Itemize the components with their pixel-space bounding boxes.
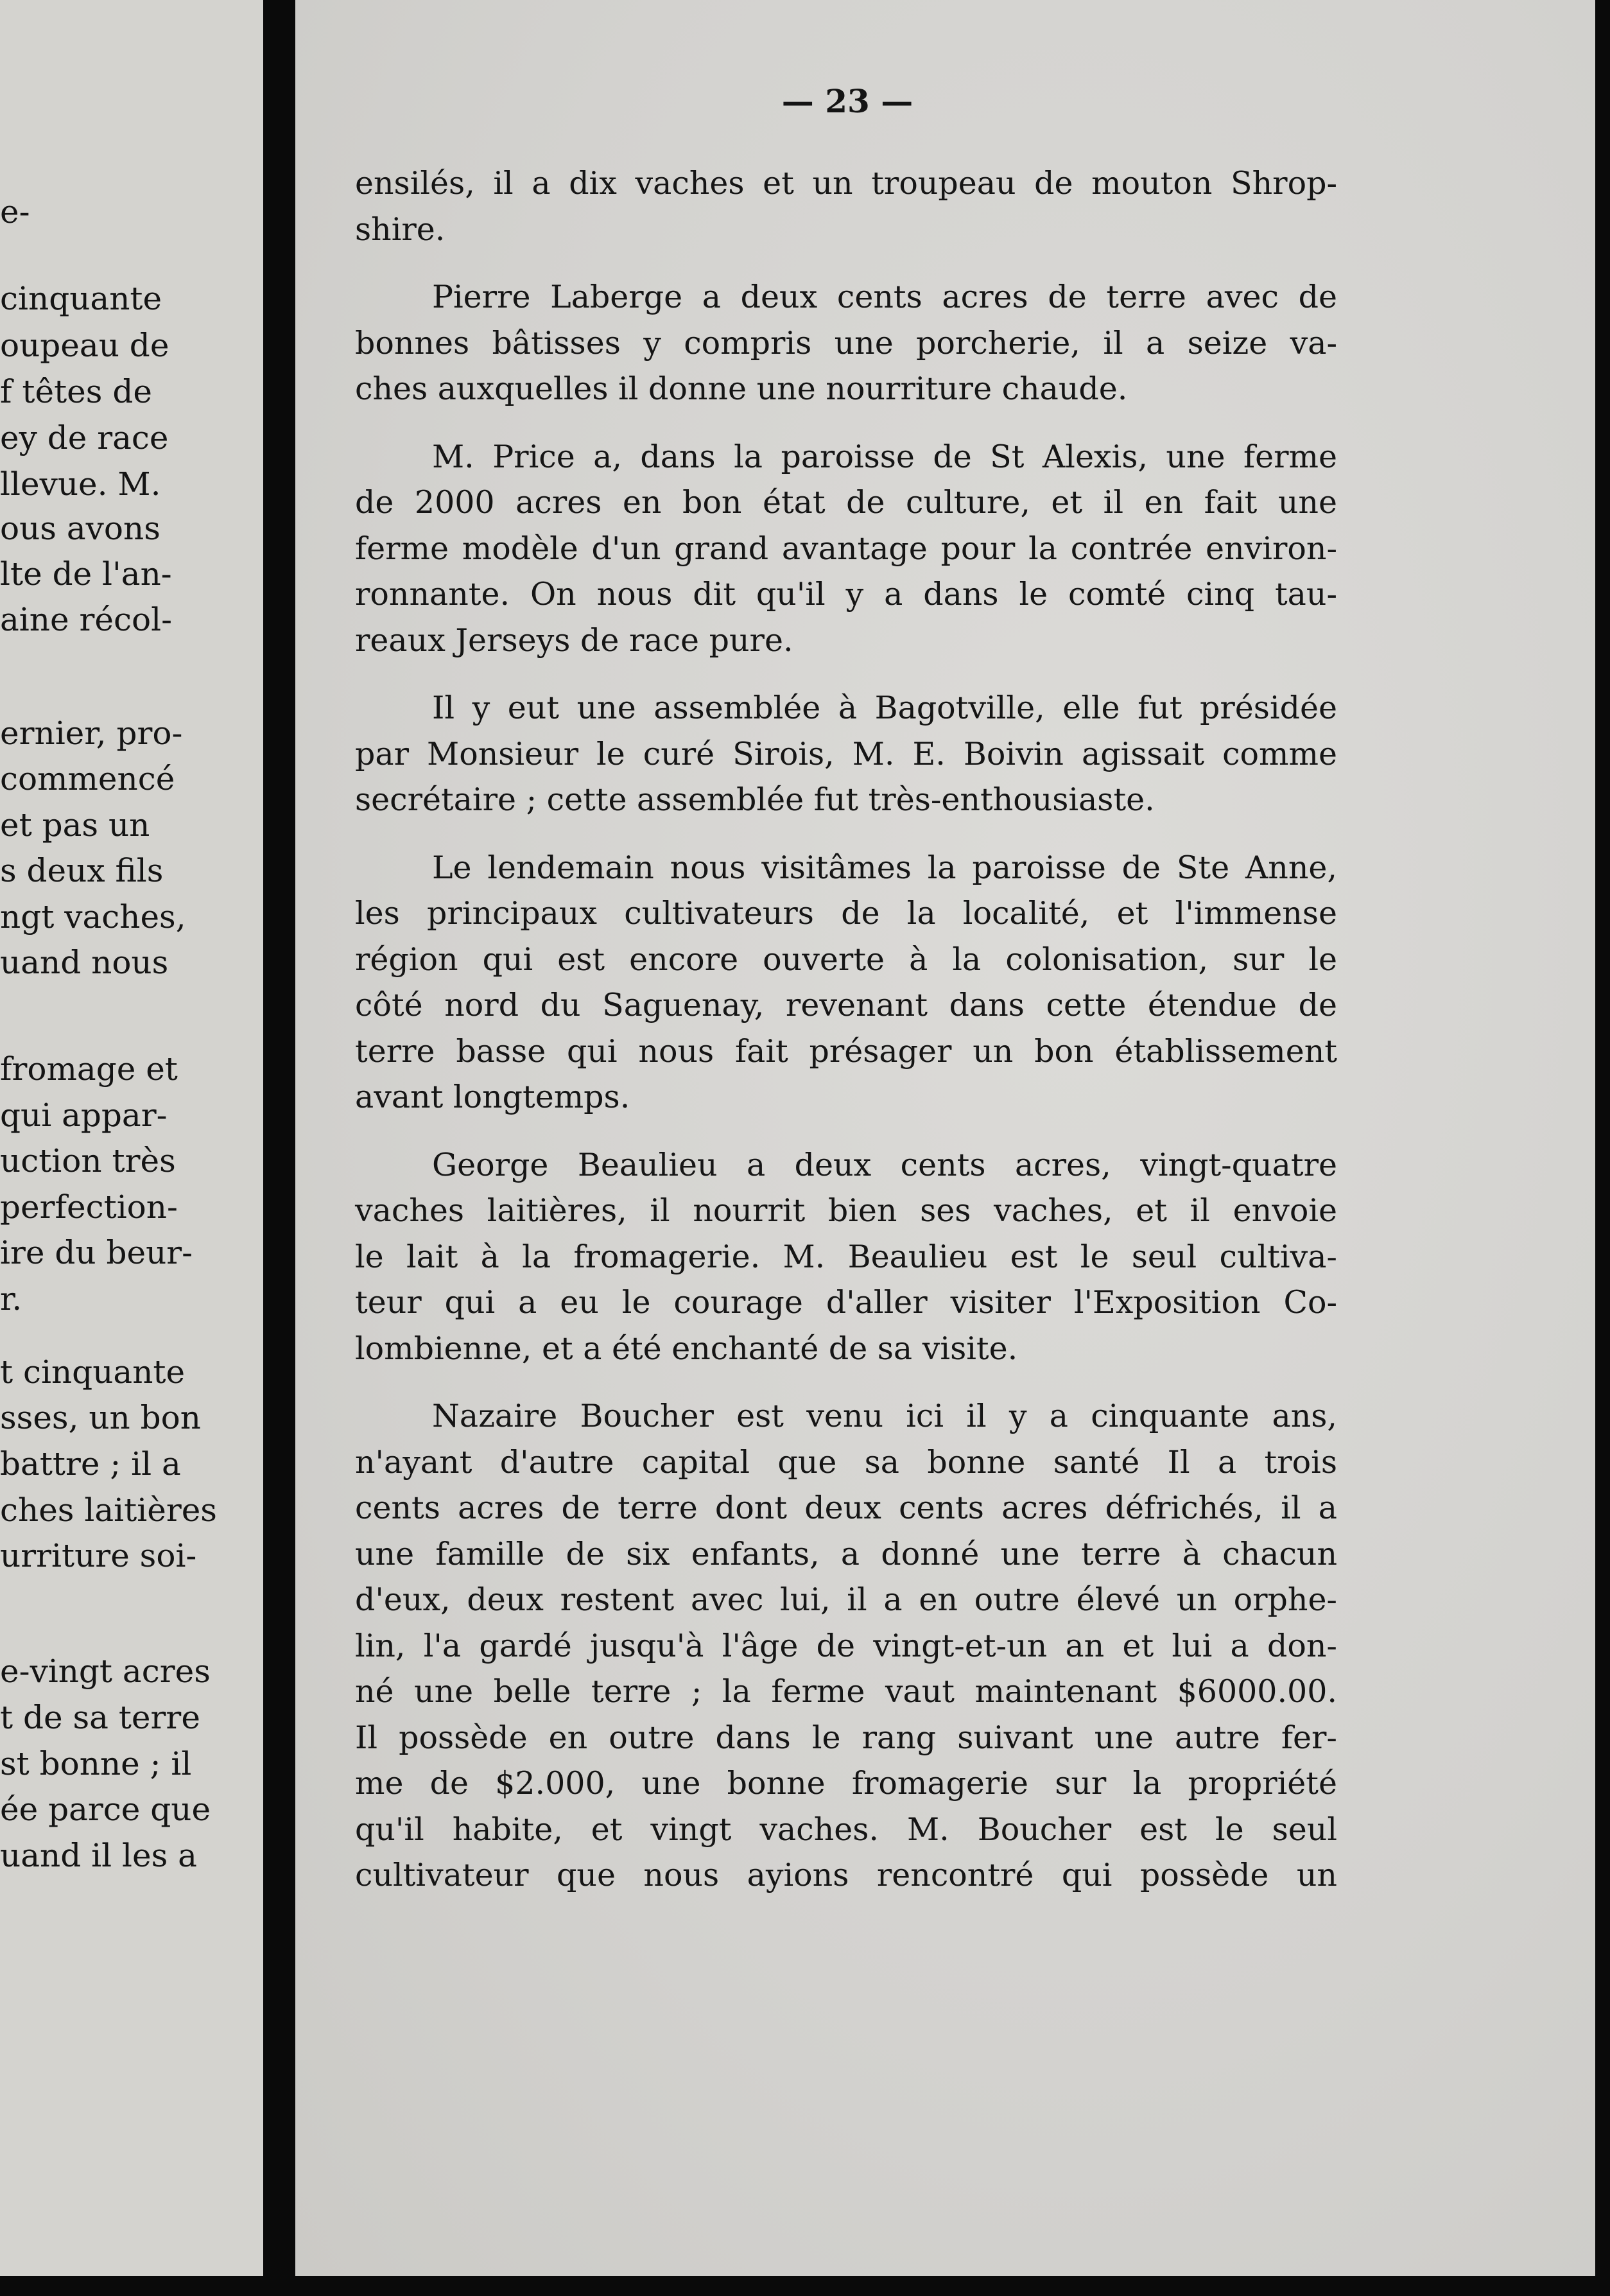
left-fragment-line: e- [0, 193, 30, 230]
text-line: ensilés, il a dix vaches et un troupeau de mouton Shrop- [355, 165, 1337, 202]
text-line: Il y eut une assemblée à Bagotville, elle fut présidée [432, 690, 1337, 726]
text-line: cents acres de terre dont deux cents acres défrichés, il a [355, 1490, 1337, 1526]
text-line: secrétaire ; cette assemblée fut très-enthousiaste. [355, 781, 1155, 818]
text-line: George Beaulieu a deux cents acres, vingt-quatre [432, 1146, 1337, 1183]
left-fragment-line: e-vingt acres [0, 1653, 211, 1690]
left-fragment-line: r. [0, 1280, 22, 1318]
paragraph [355, 685, 1337, 823]
text-line: région qui est encore ouverte à la colonisation, sur le [355, 941, 1337, 978]
left-fragment-line: lte de l'an- [0, 555, 172, 593]
left-fragment-line: s deux fils [0, 852, 164, 889]
paragraph [355, 1142, 1337, 1372]
left-fragment-line: t cinquante [0, 1353, 186, 1391]
text-line: Pierre Laberge a deux cents acres de terre avec de [432, 279, 1337, 315]
left-fragment-line: uction très [0, 1142, 176, 1179]
text-line: ferme modèle d'un grand avantage pour la contrée environ- [355, 530, 1337, 567]
left-fragment-line: st bonne ; il [0, 1745, 192, 1782]
text-line: côté nord du Saguenay, revenant dans cette étendue de [355, 987, 1337, 1023]
text-line: ronnante. On nous dit qu'il y a dans le comté cinq tau- [355, 576, 1337, 613]
left-fragment-line: urriture soi- [0, 1537, 197, 1574]
left-fragment-line: cinquante [0, 280, 162, 317]
left-fragment-line: ngt vaches, [0, 898, 186, 935]
left-page-fragment [0, 0, 263, 2296]
text-line: qu'il habite, et vingt vaches. M. Boucher est le seul [355, 1811, 1337, 1848]
paragraph [355, 274, 1337, 412]
text-line: bonnes bâtisses y compris une porcherie, il a seize va- [355, 324, 1337, 361]
text-line: shire. [355, 211, 446, 248]
text-line: Le lendemain nous visitâmes la paroisse de Ste Anne, [432, 849, 1337, 886]
left-fragment-line: ey de race [0, 419, 169, 457]
text-line: né une belle terre ; la ferme vaut maintenant $6000.00. [355, 1673, 1337, 1710]
paragraph [355, 1393, 1337, 1899]
left-fragment-line: ous avons [0, 510, 160, 547]
left-fragment-line: commencé [0, 760, 175, 797]
text-line: les principaux cultivateurs de la localité, et l'immense [355, 895, 1337, 932]
text-line: avant longtemps. [355, 1079, 630, 1115]
text-line: le lait à la fromagerie. M. Beaulieu est le seul cultiva- [355, 1238, 1337, 1275]
page-edge-bottom [0, 2276, 1610, 2296]
text-line: Il possède en outre dans le rang suivant une autre fer- [355, 1719, 1337, 1756]
left-fragment-line: aine récol- [0, 601, 172, 638]
page-edge-right [1595, 0, 1610, 2296]
text-line: vaches laitières, il nourrit bien ses vaches, et il envoie [355, 1192, 1337, 1229]
page-number: — 23 — [781, 82, 913, 120]
left-fragment-line: t de sa terre [0, 1699, 200, 1736]
left-fragment-line: ire du beur- [0, 1234, 193, 1271]
text-line: cultivateur que nous ayions rencontré qui possède un [355, 1857, 1337, 1893]
book-gutter [263, 0, 295, 2296]
left-fragment-line: ches laitières [0, 1492, 217, 1529]
text-line: une famille de six enfants, a donné une terre à chacun [355, 1535, 1337, 1572]
text-line: Nazaire Boucher est venu ici il y a cinquante ans, [432, 1398, 1337, 1434]
left-fragment-line: oupeau de [0, 327, 169, 364]
text-line: lin, l'a gardé jusqu'à l'âge de vingt-et-un an et lui a don- [355, 1627, 1337, 1664]
left-fragment-line: qui appar- [0, 1097, 168, 1134]
left-fragment-line: llevue. M. [0, 465, 161, 503]
text-line: lombienne, et a été enchanté de sa visite. [355, 1330, 1018, 1367]
text-line: par Monsieur le curé Sirois, M. E. Boivin agissait comme [355, 735, 1337, 772]
text-line: reaux Jerseys de race pure. [355, 622, 793, 659]
text-line: teur qui a eu le courage d'aller visiter l'Exposition Co- [355, 1284, 1337, 1321]
left-fragment-line: f têtes de [0, 373, 152, 410]
left-fragment-line: battre ; il a [0, 1445, 181, 1483]
text-line: de 2000 acres en bon état de culture, et il en fait une [355, 484, 1337, 521]
paragraph [355, 161, 1337, 252]
left-fragment-line: perfection- [0, 1188, 178, 1226]
body-text [355, 161, 1337, 1899]
left-fragment-line: uand il les a [0, 1837, 197, 1874]
left-fragment-line: uand nous [0, 944, 169, 981]
left-fragment-line: fromage et [0, 1050, 178, 1088]
left-fragment-line: sses, un bon [0, 1399, 201, 1436]
text-line: terre basse qui nous fait présager un bon établissement [355, 1032, 1337, 1070]
paragraph [355, 434, 1337, 664]
text-line: ches auxquelles il donne une nourriture chaude. [355, 370, 1128, 407]
text-line: n'ayant d'autre capital que sa bonne santé Il a trois [355, 1443, 1337, 1481]
text-line: M. Price a, dans la paroisse de St Alexis, une ferme [432, 438, 1337, 475]
left-fragment-line: ernier, pro- [0, 715, 183, 752]
text-line: d'eux, deux restent avec lui, il a en outre élevé un orphe- [355, 1581, 1337, 1618]
text-line: me de $2.000, une bonne fromagerie sur la propriété [355, 1765, 1337, 1802]
paragraph [355, 845, 1337, 1120]
left-fragment-line: et pas un [0, 806, 150, 844]
left-fragment-line: ée parce que [0, 1791, 211, 1828]
